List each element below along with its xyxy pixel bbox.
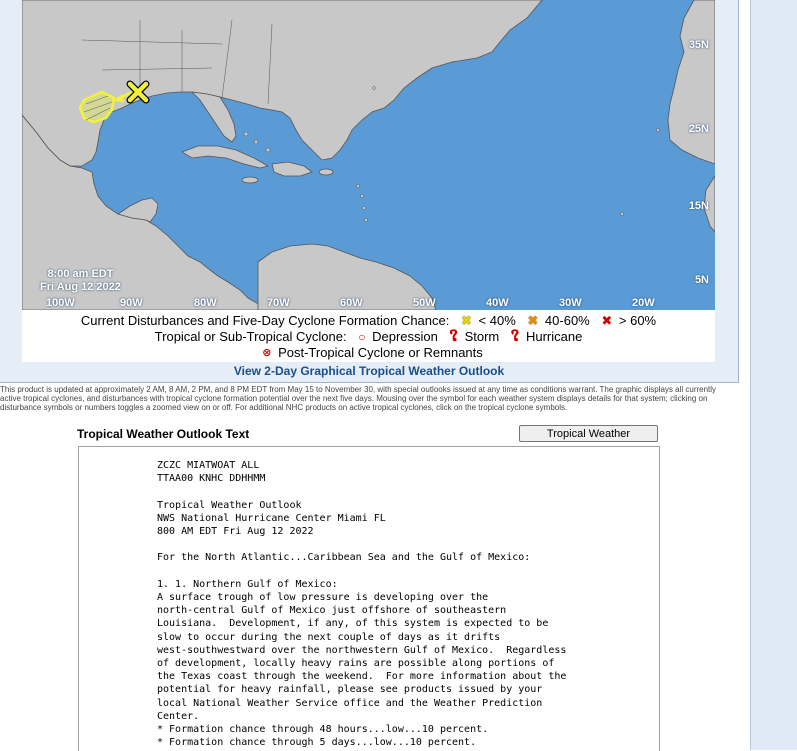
lon-label: 30W [559,297,582,309]
storm-icon: ໃ [449,328,458,344]
lon-label: 80W [194,297,217,309]
lat-label-25n: 25N [688,123,709,135]
right-gutter [750,0,797,750]
lon-label: 90W [120,297,143,309]
legend-high-chance: > 60% [618,313,657,329]
post-tropical-icon: ⊗ [262,347,272,360]
legend-disturbances-label: Current Disturbances and Five-Day Cyclone Formation Chance: [80,313,450,329]
update-disclaimer: This product is updated at approximately 2 AM, 8 AM, 2 PM, and 8 PM EDT from May 15 to November 30, with special outlooks issued at any time as conditions warrant. The graphic displays all currently active tropical cyclones, and disturbances with tropical cyclone formation potential over the next five days. Mousing over the symbol for each weather system displays details for that system; clicking on disturbance symbols or numbers toggles a zoomed view on or off. For additional NHC products on active tropical cyclones, click on the tropical cyclone symbols. [0,385,717,412]
legend-row-cyclones [22,328,715,345]
map-legend [22,310,715,362]
lon-label: 40W [486,297,509,309]
outlook-text-box [78,446,660,751]
lat-label-15n: 15N [688,200,709,212]
lon-label: 70W [267,297,290,309]
legend-low-chance: < 40% [478,313,516,329]
legend-depression: Depression [372,329,438,345]
legend-post-tropical: Post-Tropical Cyclone or Remnants [278,345,483,361]
issuance-date: Fri Aug 12 2022 [40,281,121,293]
legend-row-post-tropical [22,344,715,360]
issuance-time: 8:00 am EDT [47,268,114,280]
longitude-labels [22,297,715,310]
lon-label: 100W [46,297,75,309]
lat-label-35n: 35N [688,39,709,51]
lon-label: 60W [340,297,363,309]
legend-hurricane: Hurricane [525,329,583,345]
lat-label-5n: 5N [694,274,709,286]
issuance-time-stamp [40,268,121,294]
red-x-icon: ✖ [601,312,613,328]
legend-row-disturbances [22,312,715,329]
lon-label: 50W [413,297,436,309]
outlook-text-body: ZCZC MIATWOAT ALL TTAA00 KNHC DDHHMM Tropical Weather Outlook NWS National Hurricane Center Miami FL 800 AM EDT Fri Aug 12 2022 For the North Atlantic...Caribbean Sea and the Gulf of Mexico: 1. 1. Northern Gulf of Mexico: A surface trough of low pressure is developing over the north-central Gulf of Mexico just offshore of southeastern Louisiana. Development, if any, of this system is expected to be slow to occur during the next couple of days as it drifts west-southwestward over the northwestern Gulf of Mexico. Regardless of development, locally heavy rains are possible along portions of the Texas coast through the weekend. For more information about the potential for heavy rainfall, please see products issued by your local National Weather Service office and the Weather Prediction Center. * Formation chance through 48 hours...low...10 percent. * Formation chance through 5 days...low...10 percent. [157,460,567,749]
legend-storm: Storm [464,329,500,345]
depression-icon: ○ [358,329,366,344]
outlook-text-title: Tropical Weather Outlook Text [77,427,250,441]
legend-cyclone-label: Tropical or Sub-Tropical Cyclone: [154,329,347,345]
lon-label: 20W [632,297,655,309]
yellow-x-icon: ✖ [461,312,472,328]
outlook-graphic-panel [0,0,739,383]
hurricane-icon: ໃ [510,328,520,344]
tropical-weather-discussion-button[interactable]: Tropical Weather [519,425,658,442]
orange-x-icon: ✖ [527,312,539,328]
tropical-outlook-map[interactable] [22,0,715,310]
map-land-layer [22,0,715,310]
legend-medium-chance: 40-60% [544,313,590,329]
view-2day-outlook-link[interactable]: View 2-Day Graphical Tropical Weather Outlook [233,364,505,378]
